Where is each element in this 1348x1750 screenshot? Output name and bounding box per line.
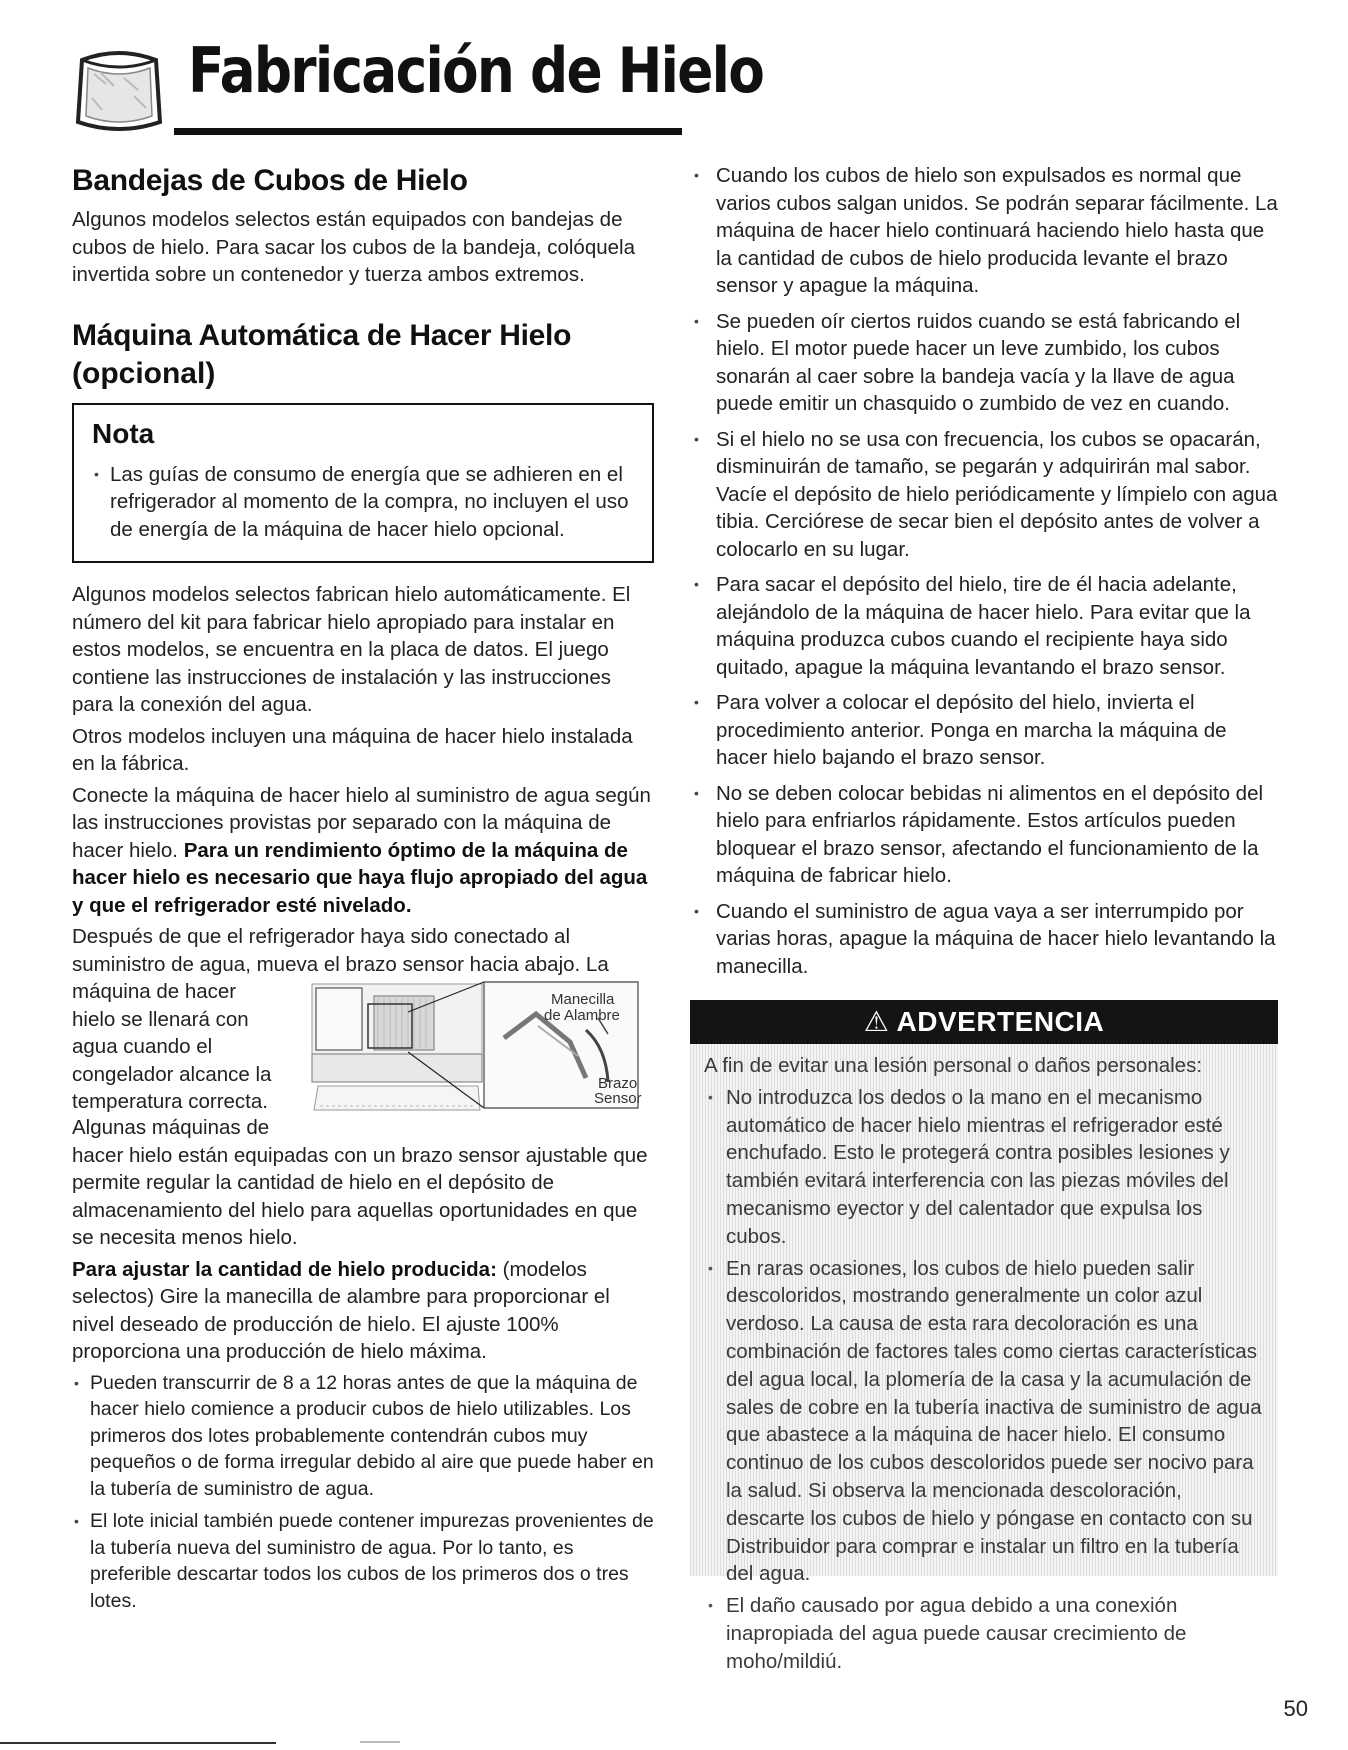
footer-rule [0,1742,276,1744]
note-title: Nota [92,417,155,449]
ice-cube-icon [64,44,174,136]
list-item: • Para sacar el depósito del hielo, tire de él hacia adelante, alejándolo de la máquina de hacer hielo. Para evitar que la máquina produzca cubos cuando el recipiente haya sido quitado, apague la máquina levantando el brazo sensor. [690,571,1278,681]
list-item: • El lote inicial también puede contener impurezas provenientes de la tubería nueva del suministro de agua. Por lo tanto, es preferible descartar todos los cubos de los primeros dos o tres lotes. [72,1508,654,1614]
right-bullet-list [690,162,1278,980]
right-column [690,162,1278,988]
icemaker-paragraph-5: hacer hielo están equipadas con un brazo sensor ajustable que permite regular la cantidad de hielo en el depósito de almacenamiento del hielo para aquellas oportunidades en que se necesita menos hielo. [72,1143,648,1249]
warning-box [690,1000,1278,1673]
automatic-icemaker-section [72,317,654,1615]
warning-header: ⚠ ADVERTENCIA [690,1000,1278,1044]
p3-plain: Conecte la máquina de hacer hielo al suministro de agua según las instrucciones provistas por separado con la máquina de hacer hielo. [72,783,651,862]
figure-label-wire-2: de Alambre [544,1007,620,1024]
icemaker-paragraph-4-wrap: máquina de hacer hielo se llenará con agua cuando el congelador alcance la temperatura correcta. [72,980,272,1113]
page-title: Fabricación de Hielo [188,34,764,107]
icemaker-subheading: (opcional) [72,356,216,390]
list-item: • Cuando el suministro de agua vaya a ser interrumpido por varias horas, apague la máquina de hacer hielo levantando la manecilla. [690,898,1278,981]
figure-label-arm-2: Sensor [594,1090,642,1107]
icemaker-figure [308,978,644,1114]
left-bullet-list [72,1370,654,1615]
note-item: • Las guías de consumo de energía que se adhieren en el refrigerador al momento de la compra, no incluyen el uso de energía de la máquina de hacer hielo opcional. [92,461,636,544]
icemaker-paragraph-6 [72,1256,654,1366]
p3-bold: Para un rendimiento óptimo de la máquina de hacer hielo es necesario que haya flujo apropiado del agua y que el refrigerador esté nivelado. [72,838,648,917]
list-item: • No se deben colocar bebidas ni alimentos en el depósito del hielo para enfriarlos rápidamente. Estos artículos pueden bloquear el brazo sensor, afectando el funcionamiento de la máquina de fabricar hielo. [690,780,1278,890]
ice-trays-heading: Bandejas de Cubos de Hielo [72,164,468,197]
figure-wrap [72,978,654,1114]
warning-list [704,1084,1266,1676]
figure-label-wire-1: Manecilla [551,991,615,1008]
icemaker-heading: Máquina Automática de Hacer Hielo [72,318,572,352]
icemaker-paragraph-2: Otros modelos incluyen una máquina de hacer hielo instalada en la fábrica. [72,724,633,775]
icemaker-paragraph-3 [72,782,654,920]
figure-label-arm-1: Brazo [598,1075,638,1092]
p6-plain: (modelos selectos) Gire la manecilla de alambre para proporcionar el nivel deseado de producción de hielo. El ajuste 100% proporciona una producción de hielo máxima. [72,1257,610,1363]
icemaker-paragraph-4: Después de que el refrigerador haya sido conectado al suministro de agua, mueva el brazo sensor hacia abajo. La [72,925,609,976]
list-item: • Pueden transcurrir de 8 a 12 horas antes de que la máquina de hacer hielo comience a producir cubos de hielo utilizables. Los primeros dos lotes probablemente contendrán cubos muy pequeños o de forma irregular debido al aire que puede haber en la tubería de suministro de agua. [72,1370,654,1503]
ice-trays-text: Algunos modelos selectos están equipados con bandejas de cubos de hielo. Para sacar los cubos de la bandeja, colóquela invertida sobre un contenedor y tuerza ambos extremos. [72,208,635,286]
ice-trays-section [72,162,654,289]
list-item: • Cuando los cubos de hielo son expulsados es normal que varios cubos salgan unidos. Se podrán separar fácilmente. La máquina de hacer hielo continuará haciendo hielo hasta que la cantidad de cubos de hielo producida levante el brazo sensor y apague la máquina. [690,162,1278,300]
list-item: • Si el hielo no se usa con frecuencia, los cubos se opacarán, disminuirán de tamaño, se pegarán y adquirirán mal sabor. Vacíe el depósito de hielo periódicamente y límpielo con agua tibia. Cerciórese de secar bien el depósito antes de volver a colocarlo en su lugar. [690,426,1278,564]
warning-intro: A fin de evitar una lesión personal o daños personales: [704,1054,1203,1077]
warning-item: • No introduzca los dedos o la mano en el mecanismo automático de hacer hielo mientras el refrigerador esté enchufado. Esto le protegerá contra posibles lesiones y también evitará interferencia con las piezas móviles del mecanismo eyector y del calentador que expulsa los cubos. [704,1084,1266,1251]
footer-mark [360,1741,400,1743]
list-item: • Para volver a colocar el depósito del hielo, invierta el procedimiento anterior. Ponga en marcha la máquina de hacer hielo bajando el brazo sensor. [690,689,1278,772]
icemaker-paragraph-5-start: Algunas máquinas de [72,1116,270,1139]
warning-body [690,1044,1278,1673]
icemaker-paragraph-1: Algunos modelos selectos fabrican hielo automáticamente. El número del kit para fabricar hielo apropiado para instalar en estos modelos, se encuentra en la placa de datos. El juego contiene las instrucciones de instalación y las instrucciones para la conexión del agua. [72,583,631,716]
list-item: • Se pueden oír ciertos ruidos cuando se está fabricando el hielo. El motor puede hacer un leve zumbido, los cubos sonarán al caer sobre la bandeja vacía y la llave de agua puede emitir un chasquido o zumbido de vez en cuando. [690,308,1278,418]
warning-item: • El daño causado por agua debido a una conexión inapropiada del agua puede causar crecimiento de moho/mildiú. [704,1592,1266,1675]
title-rule [174,128,682,135]
warning-item: • En raras ocasiones, los cubos de hielo pueden salir descoloridos, mostrando generalmente un color azul verdoso. La causa de esta rara decoloración es una combinación de factores tales como ciertas características del agua local, la plomería de la casa y la acumulación de sales de cobre en la tubería inactiva de suministro de agua que abastece a la máquina de hacer hielo. El consumo continuo de los cubos descoloridos puede ser nocivo para la salud. Si observa la mencionada descoloración, descarte los cubos de hielo y póngase en contacto con su Distribuidor para comprar e instalar un filtro en la tubería del agua. [704,1255,1266,1589]
left-column [72,162,654,1620]
note-box [72,403,654,564]
page-number: 50 [1283,1696,1308,1721]
p6-bold: Para ajustar la cantidad de hielo producida: [72,1257,497,1281]
